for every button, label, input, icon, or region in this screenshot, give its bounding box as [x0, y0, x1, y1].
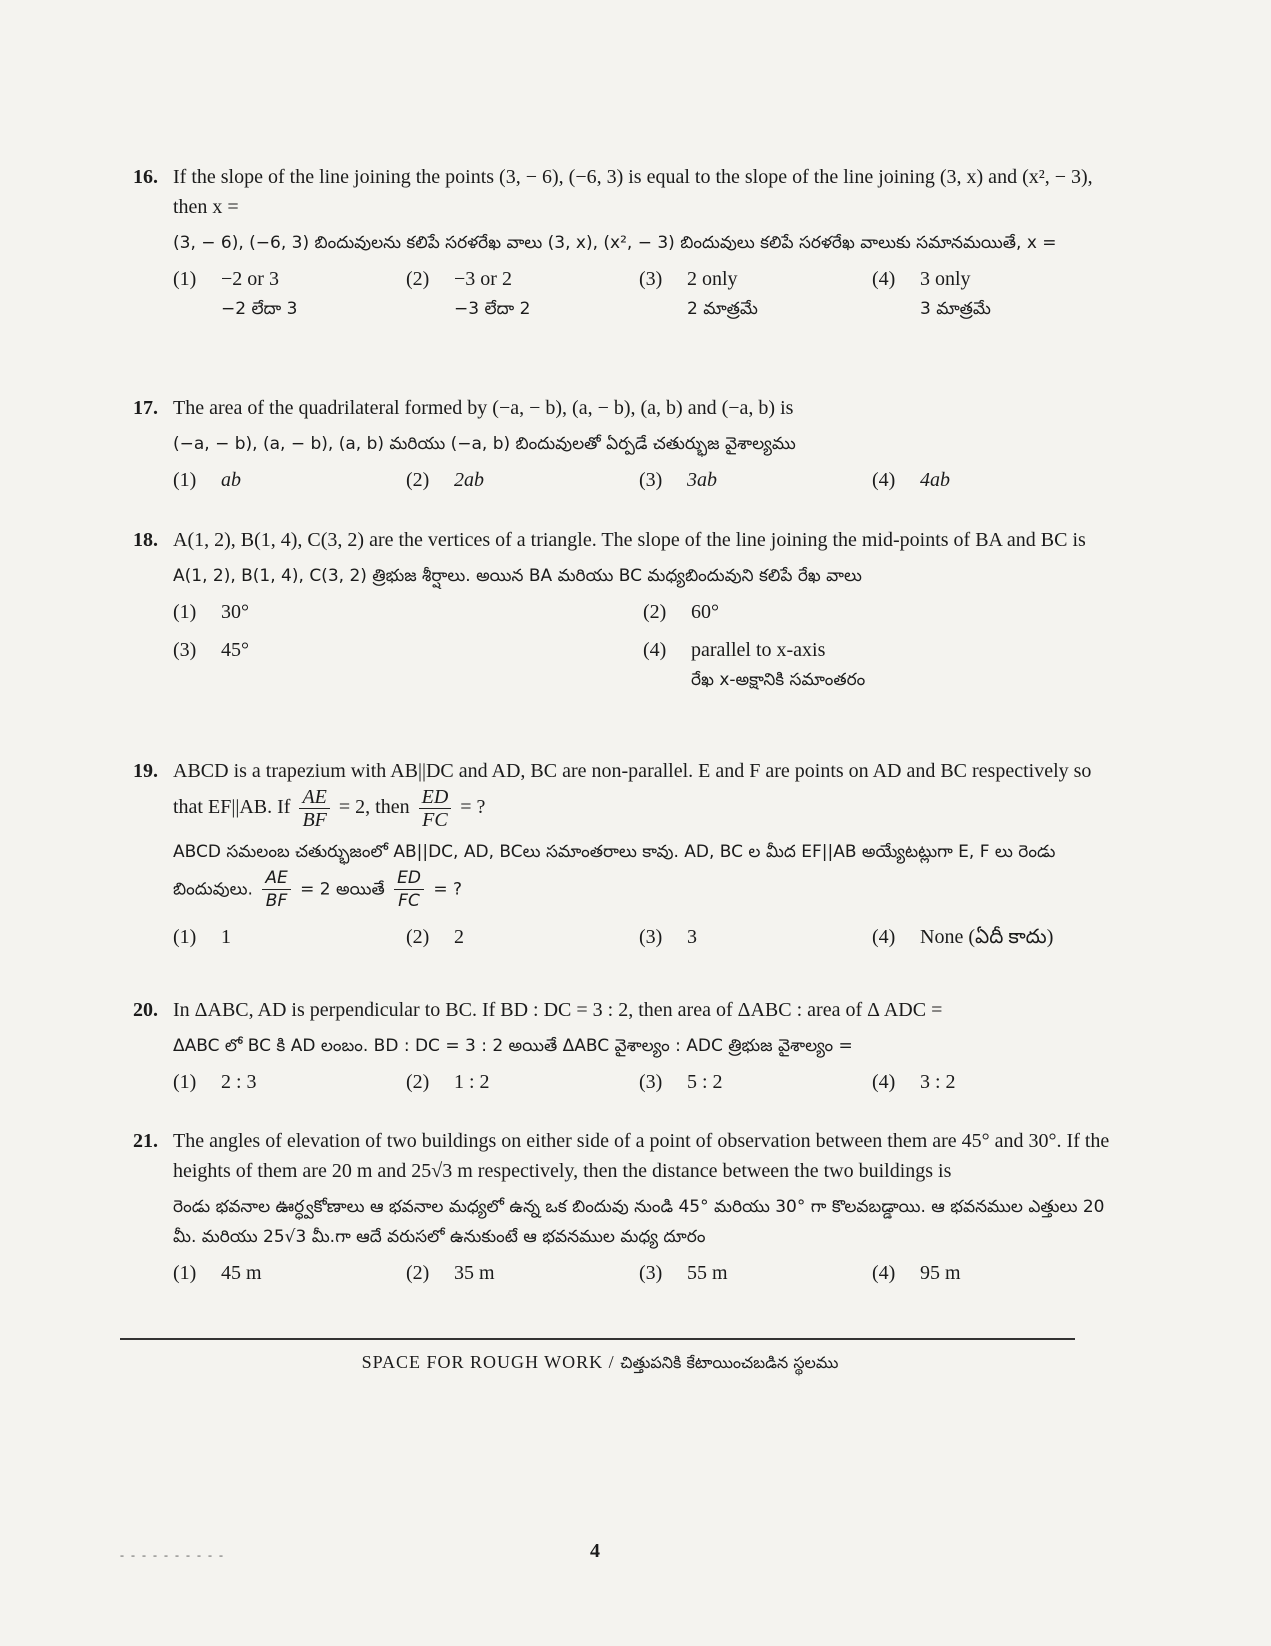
options [173, 465, 1123, 495]
question-text-en: A(1, 2), B(1, 4), C(3, 2) are the vertices of a triangle. The slope of the line joining the mid-points of BA and BC is [173, 529, 1086, 551]
option-number: (4) [643, 639, 667, 661]
options [173, 1067, 1123, 1097]
option[interactable] [173, 635, 643, 695]
page-number: 4 [590, 1540, 600, 1562]
option-text: 60° [691, 601, 719, 623]
question-text-te: ΔABC లో BC కి AD లంబం. BD : DC = 3 : 2 అయితే ΔABC వైశాల్యం : ADC త్రిభుజ వైశాల్యం = [173, 1036, 853, 1056]
question-number: 19. [133, 760, 158, 782]
option-text: 45 m [221, 1262, 262, 1284]
option-number: (4) [872, 1262, 896, 1284]
option-number: (1) [173, 926, 197, 948]
option[interactable] [173, 1067, 406, 1097]
options [173, 264, 1123, 324]
question-text-en: The area of the quadrilateral formed by (−a, − b), (a, − b), (a, b) and (−a, b) is [173, 397, 794, 419]
option-text: 3 only [920, 268, 971, 290]
options [173, 1258, 1123, 1288]
option-number: (1) [173, 601, 197, 623]
option-text: 5 : 2 [687, 1071, 723, 1093]
option-number: (3) [639, 1071, 663, 1093]
option-number: (1) [173, 1071, 197, 1093]
option-text: None (ఏదీ కాదు) [920, 926, 1054, 948]
numerator: AE [299, 786, 329, 809]
option-text: 2 only [687, 268, 738, 290]
option[interactable] [639, 465, 872, 495]
fraction-ae-bf [299, 786, 329, 831]
option-number: (1) [173, 1262, 197, 1284]
option-text: ab [221, 469, 241, 491]
question-text-part: = 2 అయితే [300, 879, 385, 900]
option[interactable] [643, 597, 1113, 627]
option-text-te: రేఖ x-అక్షానికి సమాంతరం [691, 670, 866, 690]
option-text: 3 : 2 [920, 1071, 956, 1093]
option-text-te: 3 మాత్రమే [920, 299, 991, 319]
option[interactable] [173, 465, 406, 495]
option-number: (2) [643, 601, 667, 623]
option[interactable] [173, 597, 643, 627]
option-number: (4) [872, 1071, 896, 1093]
option-text: 45° [221, 639, 249, 661]
question-19 [133, 756, 1123, 952]
numerator: ED [394, 867, 424, 890]
question-text-te: (3, − 6), (−6, 3) బిందువులను కలిపే సరళరేఖ వాలు (3, x), (x², − 3) బిందువులు కలిపే సరళరేఖ వాలుకు సమానమయితే, x = [173, 233, 1057, 253]
question-21 [133, 1126, 1123, 1288]
question-18 [133, 525, 1123, 695]
question-text-part: = ? [433, 879, 462, 900]
numerator: ED [419, 786, 452, 809]
rough-work-label-en: SPACE FOR ROUGH WORK / [361, 1352, 615, 1372]
question-number: 21. [133, 1130, 158, 1152]
question-text-en: In ΔABC, AD is perpendicular to BC. If BD : DC = 3 : 2, then area of ΔABC : area of Δ ADC = [173, 999, 943, 1021]
options [173, 597, 1123, 695]
fraction-ed-fc [394, 867, 424, 912]
option[interactable] [872, 922, 1105, 952]
question-text-te: రెండు భవనాల ఊర్ధ్వకోణాలు ఆ భవనాల మధ్యలో ఉన్న ఒక బిందువు నుండి 45° మరియు 30° గా కొలవబడ్డాయి. ఆ భవనముల ఎత్తులు 20 మీ. మరియు 25√3 మీ.గా ఆదే వరుసలో ఉనుకుంటే ఆ భవనముల మధ్య దూరం [173, 1197, 1105, 1247]
option-number: (3) [639, 926, 663, 948]
option[interactable] [872, 465, 1105, 495]
option[interactable] [872, 264, 1105, 324]
question-text-te: (−a, − b), (a, − b), (a, b) మరియు (−a, b) బిందువులతో ఏర్పడే చతుర్భుజ వైశాల్యము [173, 434, 796, 454]
option-number: (4) [872, 268, 896, 290]
option-text: 2 : 3 [221, 1071, 257, 1093]
option-text-te: 2 మాత్రమే [687, 299, 758, 319]
option-number: (1) [173, 469, 197, 491]
question-text-part: = ? [460, 796, 486, 819]
question-number: 16. [133, 166, 158, 188]
question-text-en: If the slope of the line joining the points (3, − 6), (−6, 3) is equal to the slope of the line joining (3, x) and (x², − 3), then x = [173, 166, 1093, 218]
question-17 [133, 393, 1123, 495]
option-text-te: −3 లేదా 2 [454, 299, 531, 319]
question-text-en [173, 756, 1123, 831]
question-number: 17. [133, 397, 158, 419]
question-text-en: The angles of elevation of two buildings on either side of a point of observation between them are 45° and 30°. If the heights of them are 20 m and 25√3 m respectively, then the distance between the two buildings is [173, 1130, 1110, 1182]
option[interactable] [639, 1258, 872, 1288]
option-text: −2 or 3 [221, 268, 279, 290]
option-number: (2) [406, 268, 430, 290]
option-text: 3 [687, 926, 697, 948]
option[interactable] [406, 1067, 639, 1097]
option-number: (3) [173, 639, 197, 661]
option-text: 4ab [920, 469, 950, 491]
question-text-te: A(1, 2), B(1, 4), C(3, 2) త్రిభుజ శీర్షాలు. అయిన BA మరియు BC మధ్యబిందువుని కలిపే రేఖ వాలు [173, 566, 862, 586]
option[interactable] [173, 264, 406, 324]
denominator: FC [422, 809, 448, 831]
option-text: 3ab [687, 469, 717, 491]
option[interactable] [173, 1258, 406, 1288]
question-16 [133, 162, 1123, 324]
option-number: (3) [639, 268, 663, 290]
option-text: parallel to x-axis [691, 639, 826, 661]
option-number: (2) [406, 469, 430, 491]
option-number: (1) [173, 268, 197, 290]
question-text-part: = 2, then [338, 796, 410, 819]
option[interactable] [872, 1067, 1105, 1097]
option-text: 30° [221, 601, 249, 623]
divider [120, 1338, 1075, 1340]
option-number: (2) [406, 1262, 430, 1284]
option-text: 2 [454, 926, 464, 948]
option-number: (2) [406, 1071, 430, 1093]
option-text: 1 [221, 926, 231, 948]
option[interactable] [639, 922, 872, 952]
denominator: BF [265, 891, 288, 911]
option-text: 35 m [454, 1262, 495, 1284]
option[interactable] [643, 635, 1113, 695]
question-number: 18. [133, 529, 158, 551]
option[interactable] [173, 922, 406, 952]
options [173, 922, 1123, 952]
rough-work-label-te: చిత్తుపనికి కేటాయించబడిన స్థలము [620, 1353, 839, 1372]
option[interactable] [872, 1258, 1105, 1288]
page-code: - - - - - - - - - - [120, 1548, 225, 1562]
option[interactable] [639, 264, 872, 324]
option-text: 1 : 2 [454, 1071, 490, 1093]
option-number: (3) [639, 469, 663, 491]
option-number: (4) [872, 469, 896, 491]
question-text-part: ABCD సమలంబ చతుర్భుజంలో AB||DC, AD, BCలు సమాంతరాలు కావు. AD, BC ల మీద EF||AB అయ్యేటట్లుగా E, F లు రెండు బిందువులు. [173, 842, 1056, 900]
question-text-part: ABCD is a trapezium with AB||DC and AD, BC are non-parallel. E and F are points on AD and BC respectively so that EF||AB. If [173, 760, 1092, 819]
option-number: (3) [639, 1262, 663, 1284]
option-text-te: −2 లేదా 3 [221, 299, 298, 319]
option[interactable] [406, 465, 639, 495]
option-text: −3 or 2 [454, 268, 512, 290]
fraction-ae-bf [262, 867, 290, 912]
option-text: 2ab [454, 469, 484, 491]
option-number: (2) [406, 926, 430, 948]
fraction-ed-fc [419, 786, 452, 831]
option[interactable] [406, 922, 639, 952]
question-number: 20. [133, 999, 158, 1021]
option-number: (4) [872, 926, 896, 948]
option[interactable] [639, 1067, 872, 1097]
denominator: FC [398, 891, 420, 911]
numerator: AE [262, 867, 290, 890]
rough-work-label [0, 1352, 1200, 1376]
option-text: 95 m [920, 1262, 961, 1284]
option-text: 55 m [687, 1262, 728, 1284]
question-20 [133, 995, 1123, 1097]
option[interactable] [406, 264, 639, 324]
option[interactable] [406, 1258, 639, 1288]
denominator: BF [302, 809, 327, 831]
question-text-te [173, 837, 1123, 912]
